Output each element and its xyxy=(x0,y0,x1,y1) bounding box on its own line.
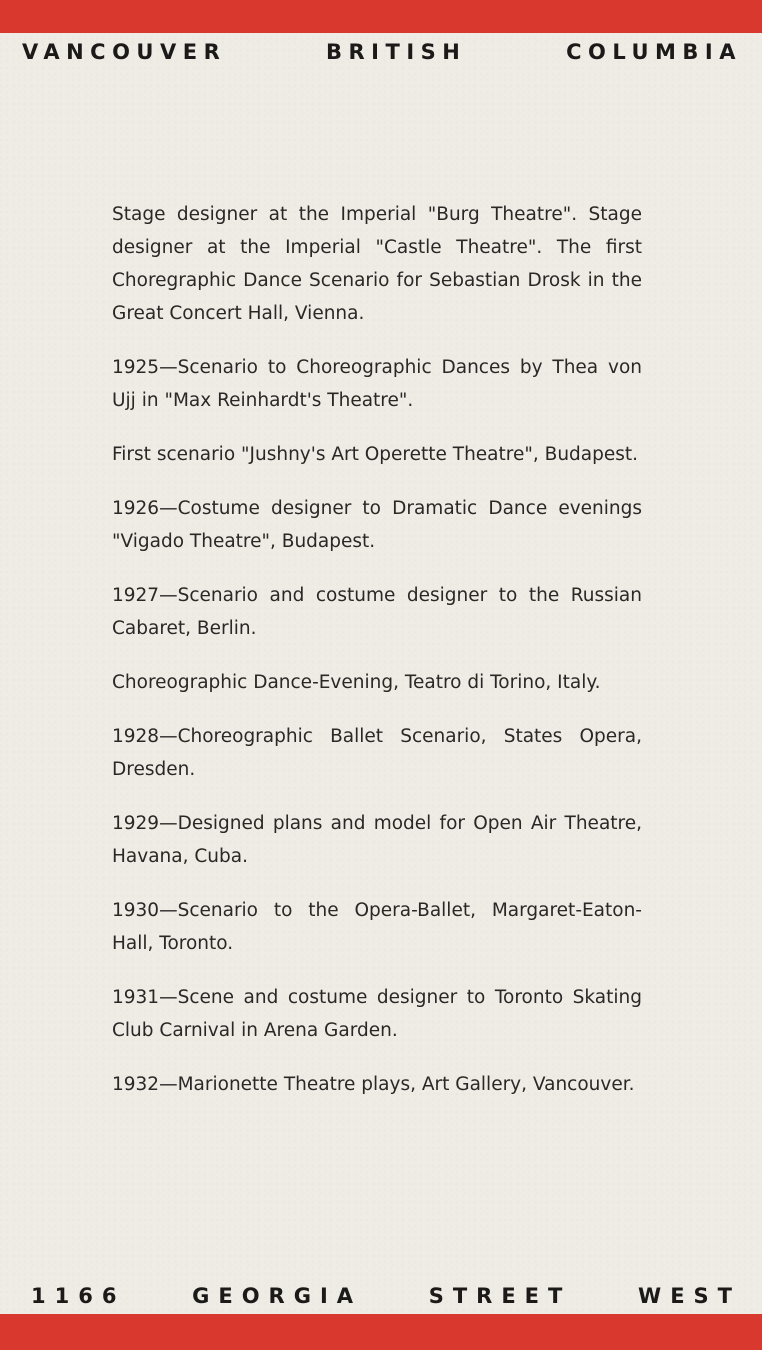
entry-budapest-operette: First scenario "Jushny's Art Operette Theatre", Budapest. xyxy=(112,444,639,465)
footer-street-name: GEORGIA xyxy=(192,1284,363,1308)
entry-1932: 1932—Marionette Theatre plays, Art Gallery, Vancouver. xyxy=(112,1074,635,1095)
footer-number: 1166 xyxy=(31,1284,126,1308)
entry-1930: 1930—Scenario to the Opera-Ballet, Margaret-Eaton-Hall, Toronto. xyxy=(112,900,642,954)
entry-1926: 1926—Costume designer to Dramatic Dance evenings "Vigado Theatre", Budapest. xyxy=(112,498,642,552)
footer-direction: WEST xyxy=(638,1284,741,1308)
career-list xyxy=(112,198,642,1122)
footer-street-word: STREET xyxy=(428,1284,572,1308)
bottom-red-band xyxy=(0,1314,762,1350)
top-red-band xyxy=(0,0,762,33)
header-address xyxy=(22,37,742,67)
header-city: VANCOUVER xyxy=(22,40,227,64)
entry-vienna: Stage designer at the Imperial "Burg Theatre". Stage designer at the Imperial "Castle Theatre". The first Choregraphic Dance Scenario for Sebastian Drosk in the Great Concert Hall, Vienna. xyxy=(112,204,642,324)
entry-1925: 1925—Scenario to Choreographic Dances by Thea von Ujj in "Max Reinhardt's Theatre". xyxy=(112,357,642,411)
header-province-1: BRITISH xyxy=(326,40,467,64)
header-province-2: COLUMBIA xyxy=(566,40,742,64)
entry-torino: Choreographic Dance-Evening, Teatro di Torino, Italy. xyxy=(112,672,601,693)
entry-1928: 1928—Choreographic Ballet Scenario, States Opera, Dresden. xyxy=(112,726,642,780)
footer-address xyxy=(31,1280,741,1312)
entry-1931: 1931—Scene and costume designer to Toronto Skating Club Carnival in Arena Garden. xyxy=(112,987,642,1041)
entry-1929: 1929—Designed plans and model for Open Air Theatre, Havana, Cuba. xyxy=(112,813,642,867)
entry-1927: 1927—Scenario and costume designer to the Russian Cabaret, Berlin. xyxy=(112,585,642,639)
